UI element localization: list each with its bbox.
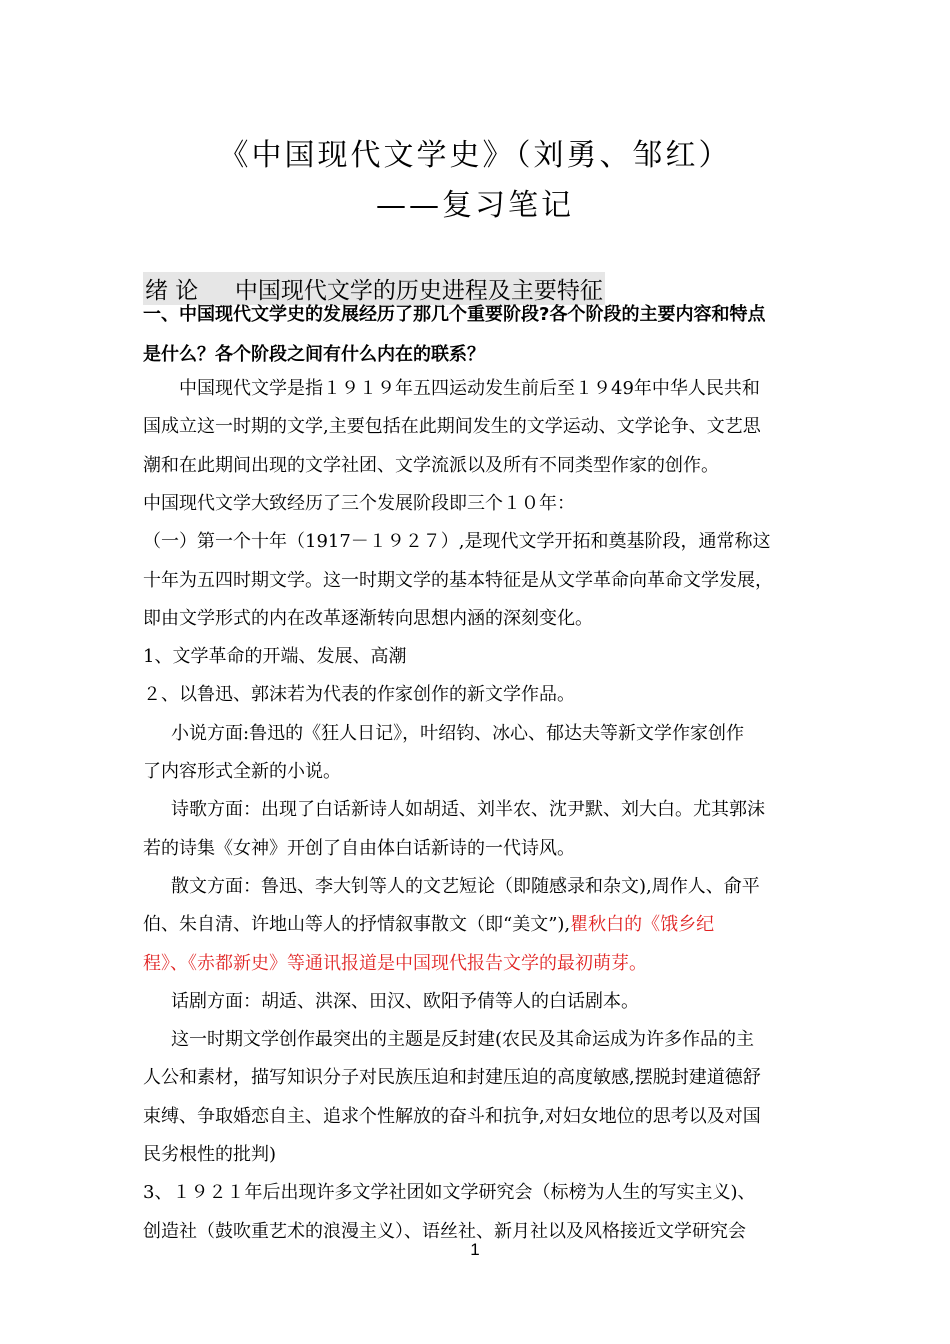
body-line-text: 诗歌方面：出现了白话新诗人如胡适、刘半农、沈尹默、刘大白。尤其郭沫 (171, 799, 765, 820)
body-line (143, 680, 575, 706)
body-line (143, 1102, 761, 1128)
body-line (143, 451, 719, 477)
body-line (143, 642, 406, 668)
document-subtitle: ——复习笔记 (376, 188, 574, 223)
body-line-text: 国成立这一时期的文学,主要包括在此期间发生的文学运动、文学论争、文艺思 (143, 416, 761, 437)
body-line-text: 小说方面:鲁迅的《狂人日记》，叶绍钧、冰心、郁达夫等新文学作家创作 (171, 723, 745, 744)
body-line-text: 中国现代文学大致经历了三个发展阶段即三个１０年： (143, 493, 575, 514)
body-line (143, 374, 760, 400)
body-line (143, 1140, 276, 1166)
body-line-text: 1、文学革命的开端、发展、高潮 (143, 646, 407, 667)
highlighted-text: 瞿秋白的《饿乡纪 (570, 914, 715, 935)
body-line-text: 民劣根性的批判) (143, 1144, 277, 1165)
body-line-text: 创造社（鼓吹重艺术的浪漫主义）、语丝社、新月社以及风格接近文学研究会 (143, 1221, 746, 1242)
body-line (143, 719, 744, 745)
body-line (143, 412, 761, 438)
body-line (143, 489, 575, 515)
question-line: 是什么？各个阶段之间有什么内在的联系？ (143, 344, 485, 365)
question-line: 一、中国现代文学史的发展经历了那几个重要阶段?各个阶段的主要内容和特点 (143, 304, 766, 325)
body-line (143, 949, 647, 975)
body-line-text: 即由文学形式的内在改革逐渐转向思想内涵的深刻变化。 (143, 608, 593, 629)
page-number: 1 (470, 1240, 480, 1259)
body-line (143, 1063, 761, 1089)
body-line (143, 795, 765, 821)
body-line (143, 834, 575, 860)
body-line (143, 1025, 754, 1051)
body-line-text: 这一时期文学创作最突出的主题是反封建(农民及其命运成为许多作品的主 (171, 1029, 755, 1050)
document-title: 《中国现代文学史》（刘勇、邹红） (218, 138, 732, 173)
body-line-text: 伯、朱自清、许地山等人的抒情叙事散文（即“美文”), (143, 914, 571, 935)
body-line (143, 604, 593, 630)
body-line-text: 中国现代文学是指１９１９年五四运动发生前后至１９49年中华人民共和 (179, 378, 760, 399)
body-line-text: 若的诗集《女神》开创了自由体白话新诗的一代诗风。 (143, 838, 575, 859)
body-line-text: 潮和在此期间出现的文学社团、文学流派以及所有不同类型作家的创作。 (143, 455, 719, 476)
body-line-text: （一）第一个十年（1917－１９２７）,是现代文学开拓和奠基阶段，通常称这 (143, 531, 771, 552)
body-line (143, 987, 639, 1013)
body-line-text: 人公和素材，描写知识分子对民族压迫和封建压迫的高度敏感,摆脱封建道德舒 (143, 1067, 761, 1088)
highlighted-text: 程》、《赤都新史》等通讯报道是中国现代报告文学的最初萌芽。 (143, 953, 647, 974)
body-line-text: 3、１９２１年后出现许多文学社团如文学研究会（标榜为人生的写实主义)、 (143, 1182, 756, 1203)
body-line-text: 十年为五四时期文学。这一时期文学的基本特征是从文学革命向革命文学发展， (143, 570, 773, 591)
body-line-text: ２、以鲁迅、郭沫若为代表的作家创作的新文学作品。 (143, 684, 575, 705)
section-heading: 绪 论 中国现代文学的历史进程及主要特征 (143, 272, 605, 305)
body-line (143, 1178, 755, 1204)
body-line (143, 566, 773, 592)
body-line (143, 527, 771, 553)
body-line-text: 散文方面：鲁迅、李大钊等人的文艺短论（即随感录和杂文),周作人、俞平 (171, 876, 760, 897)
body-line (143, 910, 714, 936)
body-line-text: 话剧方面：胡适、洪深、田汉、欧阳予倩等人的白话剧本。 (171, 991, 639, 1012)
body-line-text: 了内容形式全新的小说。 (143, 761, 341, 782)
body-line (143, 872, 760, 898)
body-line (143, 757, 341, 783)
body-line-text: 束缚、争取婚恋自主、追求个性解放的奋斗和抗争,对妇女地位的思考以及对国 (143, 1106, 761, 1127)
